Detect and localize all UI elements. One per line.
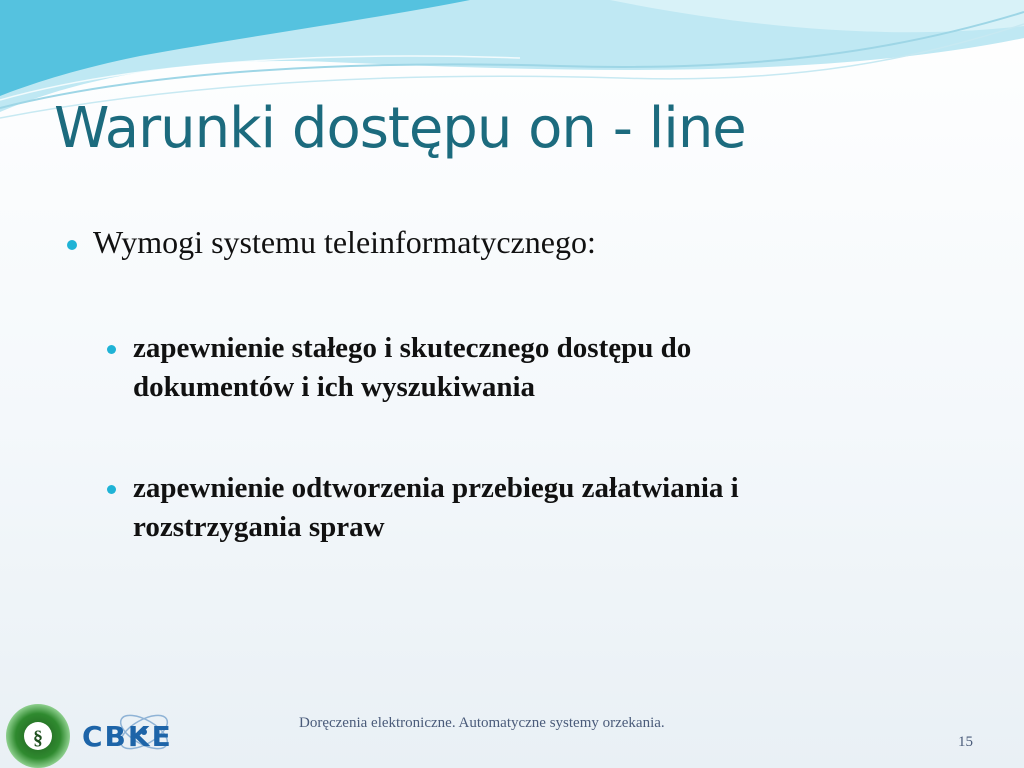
- bullet-dot-icon: [67, 240, 77, 250]
- svg-text:§: §: [33, 727, 43, 749]
- sub-bullet: zapewnienie odtworzenia przebiegu załatwiania i rozstrzygania spraw: [133, 472, 739, 543]
- slide-title: Warunki dostępu on - line: [54, 96, 746, 161]
- sub-bullet: zapewnienie stałego i skutecznego dostępu do dokumentów i ich wyszukiwania: [133, 332, 692, 403]
- footer-logos: [0, 698, 200, 768]
- bullet-dot-icon: [107, 485, 116, 494]
- cbke-logo: CBKE: [82, 720, 173, 753]
- page-number: 15: [958, 734, 973, 750]
- bullet-dot-icon: [107, 345, 116, 354]
- seal-logo-icon: [0, 698, 76, 768]
- footer-text: Doręczenia elektroniczne. Automatyczne systemy orzekania.: [299, 715, 665, 731]
- bullet-main: Wymogi systemu teleinformatycznego:: [93, 224, 596, 260]
